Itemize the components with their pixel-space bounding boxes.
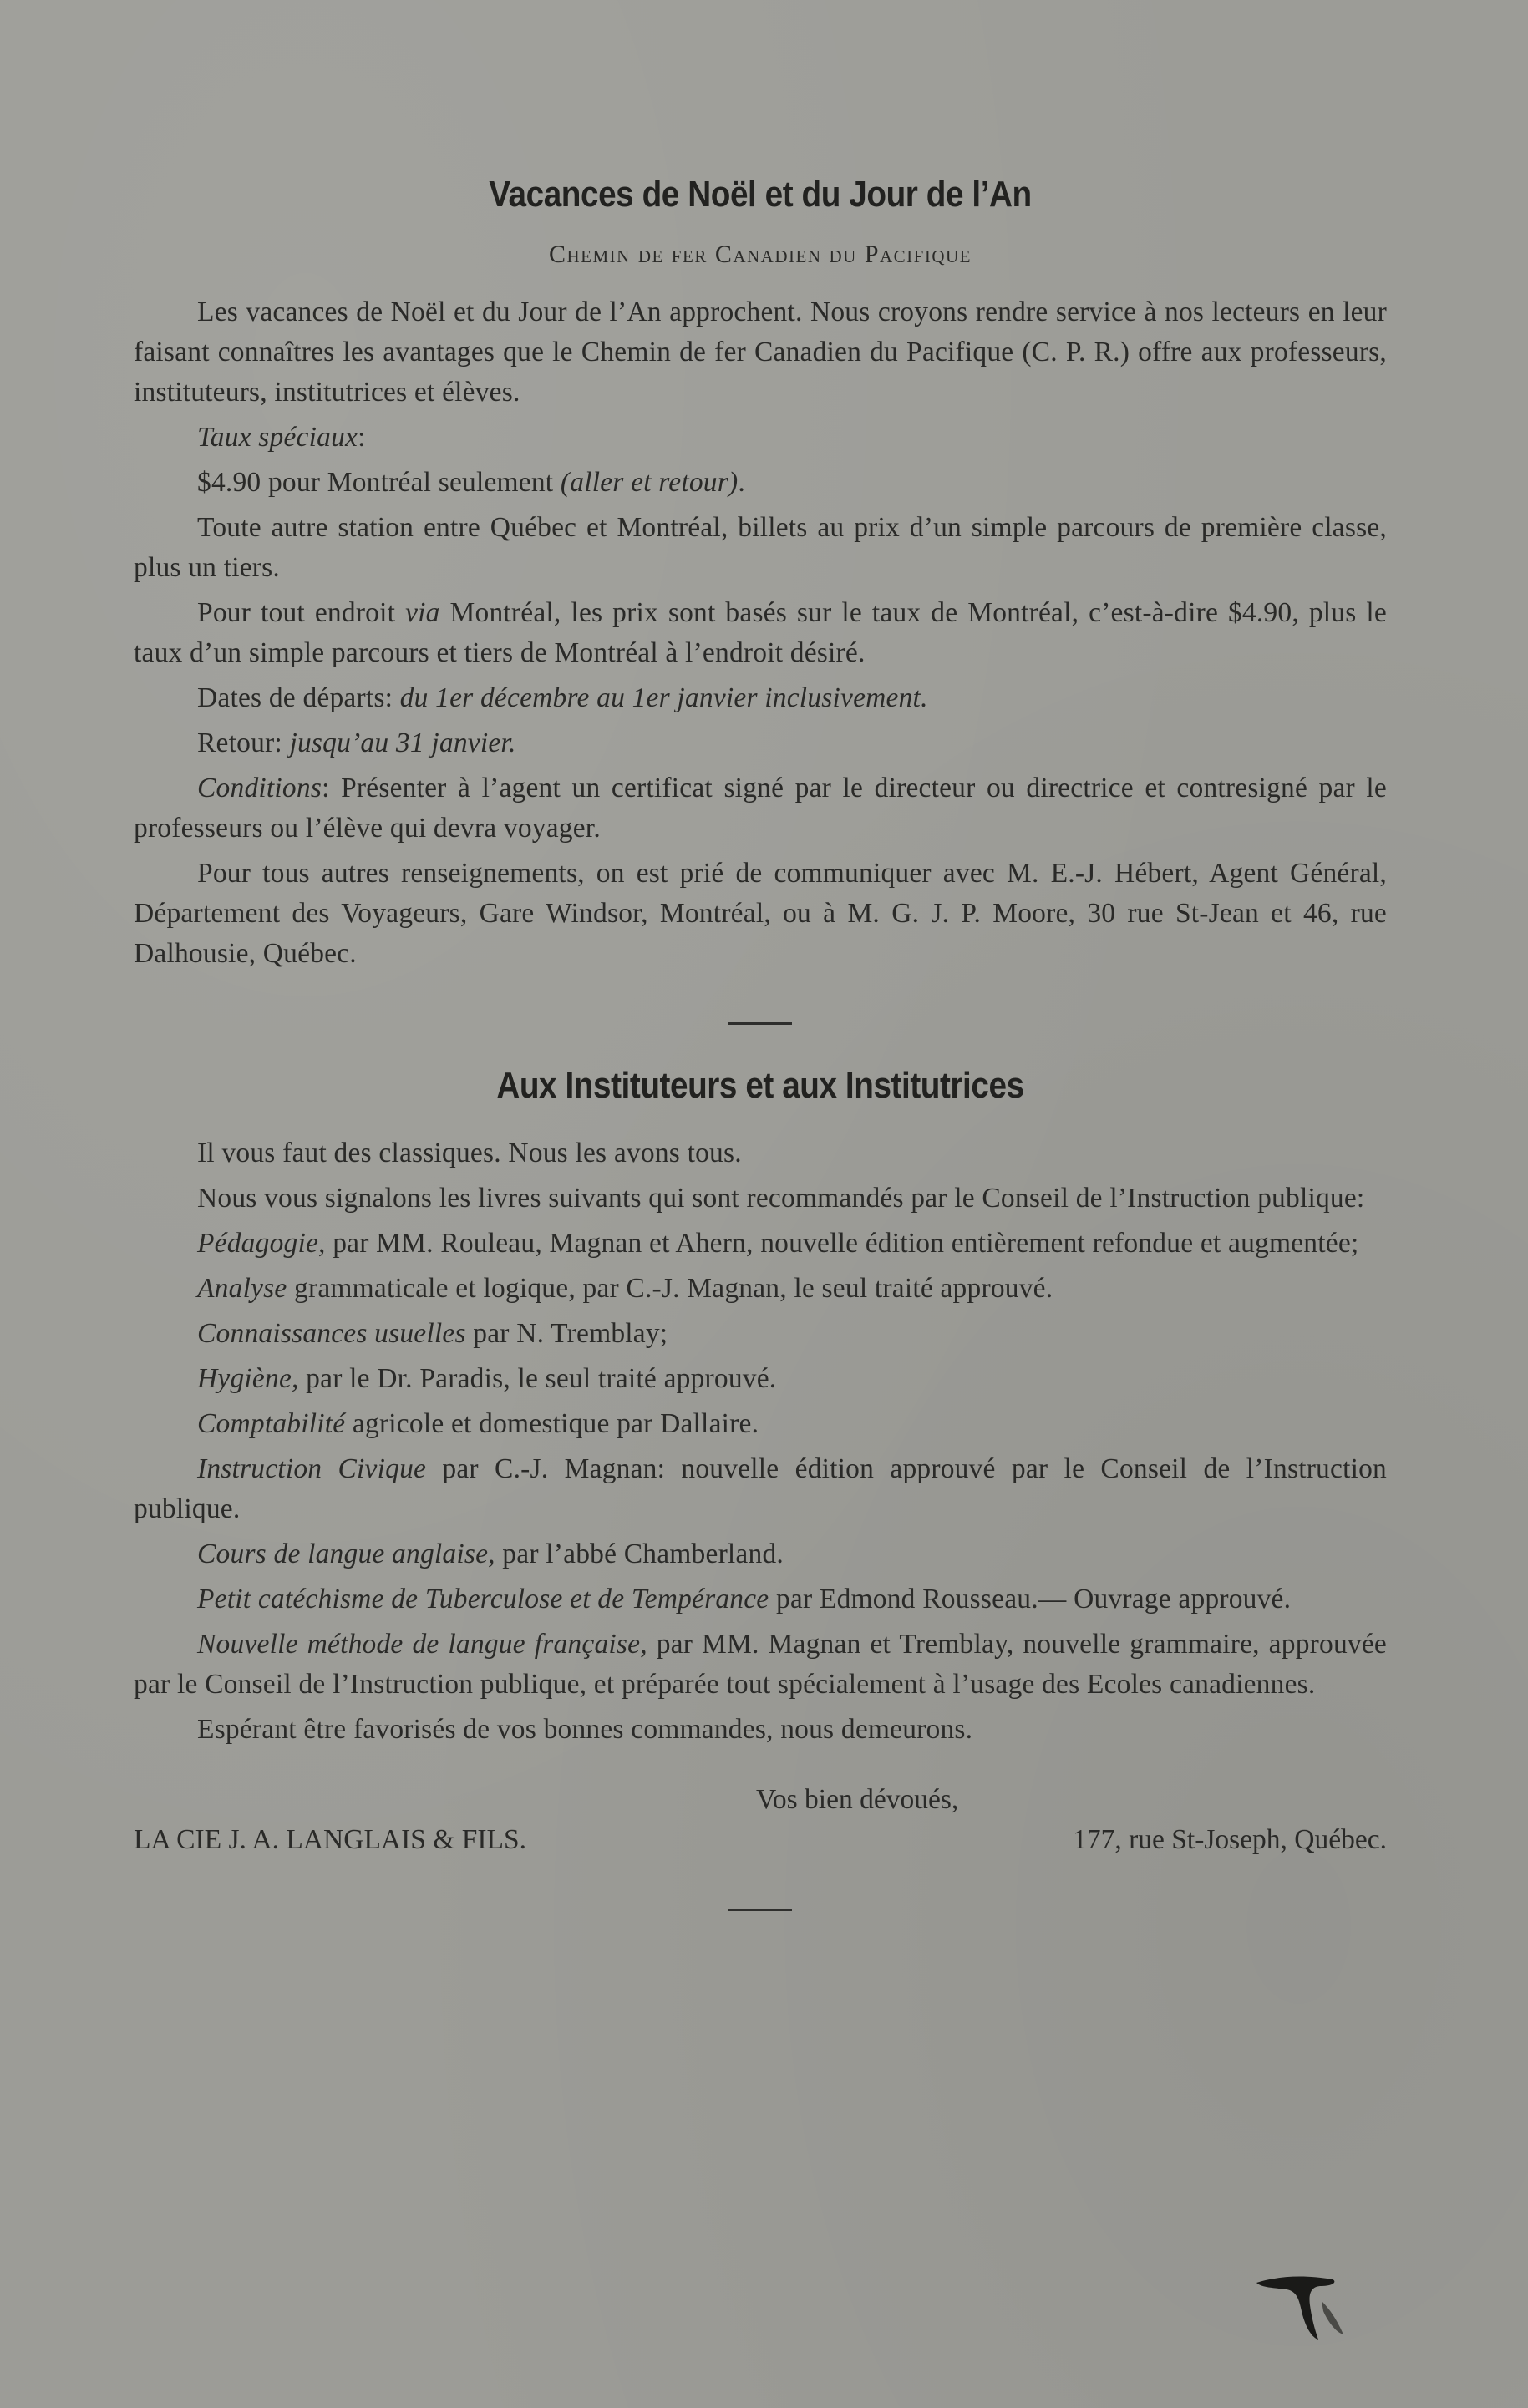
paragraph-taux bbox=[134, 418, 1387, 458]
book-entry bbox=[134, 1579, 1387, 1620]
paragraph-autre-station: Toute autre station entre Québec et Montréal, billets au prix d’un simple parcours de première classe, plus un tiers. bbox=[134, 512, 1387, 583]
book-entry bbox=[134, 1534, 1387, 1574]
via-after: Montréal, les prix sont basés sur le taux de Montréal, c’est-à-dire $4.90, plus le taux d’un simple parcours et tiers de Montréal à l’endroit désiré. bbox=[134, 597, 1387, 668]
book-entry bbox=[134, 1224, 1387, 1264]
end-divider bbox=[728, 1909, 792, 1911]
paragraph-classiques: Il vous faut des classiques. Nous les avons tous. bbox=[197, 1138, 742, 1169]
taux-colon: : bbox=[358, 422, 366, 453]
montreal-end: . bbox=[738, 467, 745, 498]
paragraph-conditions bbox=[134, 768, 1387, 849]
book-details: par C.-J. Magnan: nouvelle édition approuvé par le Conseil de l’Instruction publique. bbox=[134, 1453, 1387, 1524]
montreal-price: $4.90 pour Montréal seulement bbox=[197, 467, 561, 498]
retour-value: jusqu’au 31 janvier. bbox=[289, 727, 516, 758]
book-entry bbox=[134, 1359, 1387, 1399]
paragraph-retour bbox=[134, 723, 1387, 763]
book-details: grammaticale et logique, par C.-J. Magnan, le seul traité approuvé. bbox=[287, 1273, 1053, 1304]
book-title: Petit catéchisme de Tuberculose et de Tempérance bbox=[197, 1584, 769, 1615]
book-entry bbox=[134, 1625, 1387, 1705]
ink-blot-icon bbox=[1253, 2268, 1353, 2343]
retour-label: Retour: bbox=[197, 727, 290, 758]
section-title-instituteurs: Aux Instituteurs et aux Institutrices bbox=[496, 1065, 1024, 1106]
book-title: Pédagogie, bbox=[197, 1228, 326, 1259]
paragraph-via bbox=[134, 593, 1387, 673]
taux-label: Taux spéciaux bbox=[197, 422, 358, 453]
dates-value: du 1er décembre au 1er janvier inclusivement. bbox=[399, 682, 928, 713]
book-title: Analyse bbox=[197, 1273, 287, 1304]
book-details: agricole et domestique par Dallaire. bbox=[345, 1408, 759, 1439]
book-title: Comptabilité bbox=[197, 1408, 346, 1439]
paragraph-signalons: Nous vous signalons les livres suivants qui sont recommandés par le Conseil de l’Instruction publique: bbox=[197, 1183, 1365, 1214]
paragraph-renseignements: Pour tous autres renseignements, on est prié de communiquer avec M. E.-J. Hébert, Agent Général, Département des Voyageurs, Gare Windsor, Montréal, ou à M. G. J. P. Moore, 30 rue St-Jean et 46, rue Dalhousie, Québec. bbox=[134, 858, 1387, 969]
book-title: Cours de langue anglaise, bbox=[197, 1539, 495, 1569]
paragraph-intro: Les vacances de Noël et du Jour de l’An approchent. Nous croyons rendre service à nos lecteurs en leur faisant connaîtres les avantages que le Chemin de fer Canadien du Pacifique (C. P. R.) offre aux professeurs, instituteurs, institutrices et élèves. bbox=[134, 297, 1387, 408]
book-title: Hygiène, bbox=[197, 1363, 299, 1394]
book-details: par Edmond Rousseau.— Ouvrage approuvé. bbox=[769, 1584, 1292, 1615]
conditions-text: : Présenter à l’agent un certificat signé par le directeur ou directrice et contresigné par le professeurs ou l’élève qui devra voyager. bbox=[134, 773, 1387, 844]
paragraph-montreal-price bbox=[134, 463, 1387, 503]
book-details: par N. Tremblay; bbox=[465, 1318, 668, 1349]
via-before: Pour tout endroit bbox=[197, 597, 406, 628]
book-details: par MM. Rouleau, Magnan et Ahern, nouvelle édition entièrement refondue et augmentée; bbox=[325, 1228, 1359, 1259]
publisher-footer bbox=[134, 1820, 1387, 1860]
via-word: via bbox=[405, 597, 440, 628]
section-subtitle-railway: Chemin de fer Canadien du Pacifique bbox=[548, 241, 972, 268]
book-entry bbox=[134, 1449, 1387, 1529]
book-entry bbox=[134, 1269, 1387, 1309]
book-title: Connaissances usuelles bbox=[197, 1318, 466, 1349]
book-title: Instruction Civique bbox=[197, 1453, 427, 1484]
book-entry bbox=[134, 1404, 1387, 1444]
conditions-label: Conditions bbox=[197, 773, 322, 804]
document-page bbox=[134, 167, 1387, 1911]
company-address: 177, rue St-Joseph, Québec. bbox=[1073, 1824, 1387, 1855]
montreal-note: (aller et retour) bbox=[560, 467, 739, 498]
book-title: Nouvelle méthode de langue française, bbox=[197, 1629, 647, 1660]
signoff: Vos bien dévoués, bbox=[756, 1784, 959, 1815]
book-details: par l’abbé Chamberland. bbox=[495, 1539, 784, 1569]
section-title-vacances: Vacances de Noël et du Jour de l’An bbox=[489, 174, 1032, 215]
book-details: par MM. Magnan et Tremblay, nouvelle grammaire, approuvée par le Conseil de l’Instruction publique, et préparée tout spécialement à l’usage des Ecoles canadiennes. bbox=[134, 1629, 1387, 1700]
dates-label: Dates de départs: bbox=[197, 682, 400, 713]
paragraph-closing: Espérant être favorisés de vos bonnes commandes, nous demeurons. bbox=[197, 1714, 973, 1745]
section-divider bbox=[728, 1022, 792, 1025]
company-name: LA CIE J. A. LANGLAIS & FILS. bbox=[134, 1824, 526, 1855]
paragraph-dates bbox=[134, 678, 1387, 718]
book-details: par le Dr. Paradis, le seul traité approuvé. bbox=[298, 1363, 777, 1394]
book-entry bbox=[134, 1314, 1387, 1354]
